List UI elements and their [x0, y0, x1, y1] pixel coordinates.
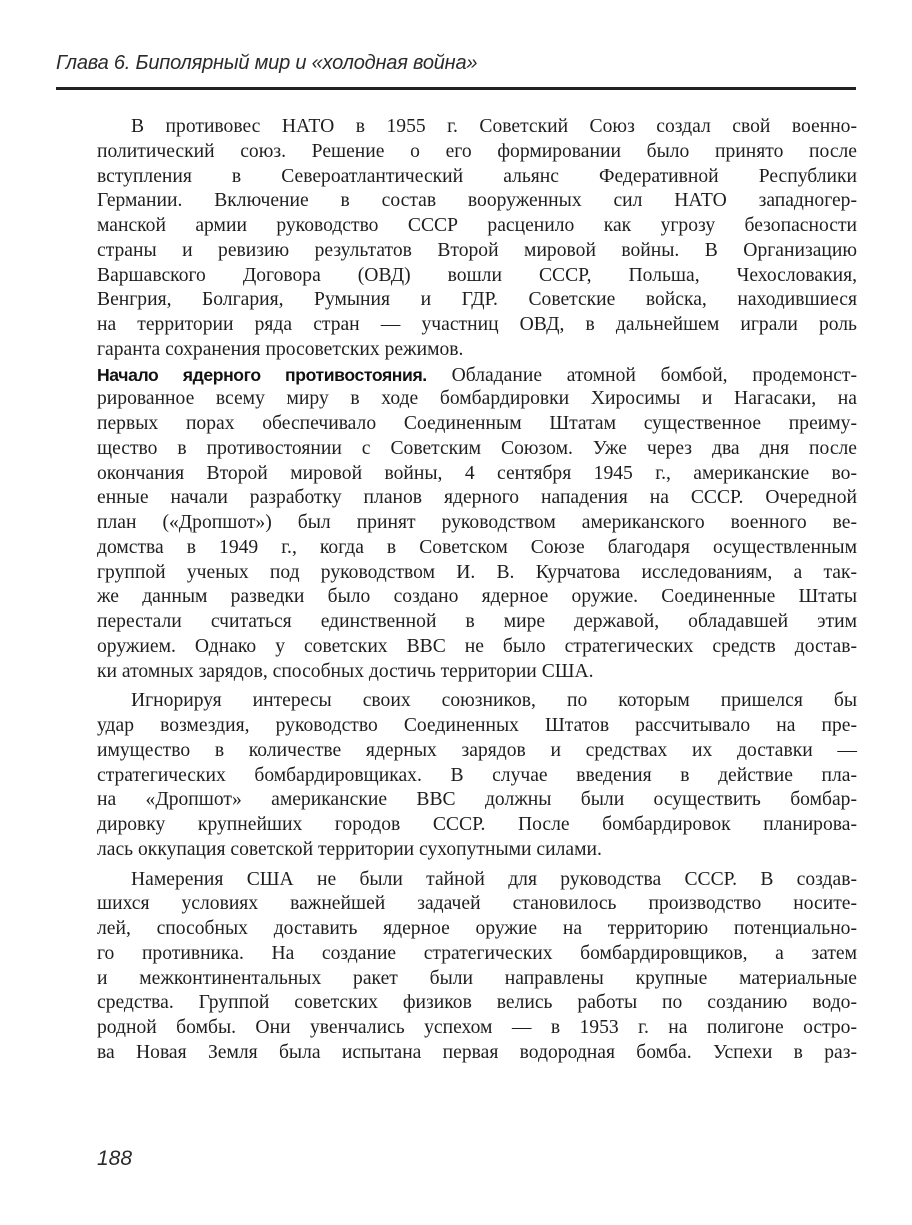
text-line: Игнорируя интересы своих союзников, по которым пришелся бы — [131, 690, 857, 712]
text-line: на территории ряда стран — участниц ОВД, в дальнейшем играли роль — [97, 314, 857, 335]
text-line: домства в 1949 г., когда в Советском Союзе благодаря осуществленным — [97, 536, 857, 558]
paragraph-dropshot-plan — [97, 689, 857, 862]
text-line: группой ученых под руководством И. В. Курчатова исследованиям, а так- — [97, 561, 857, 583]
text-line: лась оккупация советской территории сухопутными силами. — [97, 838, 602, 860]
text-line: дировку крупнейших городов СССР. После бомбардировок планирова- — [97, 814, 857, 835]
paragraph-nuclear-confrontation — [97, 363, 857, 685]
text-line: манской армии руководство СССР расценило как угрозу безопасности — [97, 215, 857, 236]
text-line: на «Дропшот» американские ВВС должны были осуществить бомбар- — [97, 789, 857, 811]
text-line: ки атомных зарядов, способных достичь территории США. — [97, 660, 594, 682]
text-line: политический союз. Решение о его формировании было принято после — [97, 140, 857, 162]
running-header-chapter-title: Глава 6. Биполярный мир и «холодная война» — [56, 52, 478, 74]
text-line: лей, способных доставить ядерное оружие на территорию потенциально- — [97, 918, 857, 939]
text-line: и межконтинентальных ракет были направлены крупные материальные — [97, 967, 857, 989]
text-line: перестали считаться единственной в мире державой, обладавшей этим — [97, 611, 857, 632]
text-line — [97, 363, 857, 388]
text-line: го противника. На создание стратегических бомбардировщиков, а затем — [97, 942, 857, 964]
text-line: рированное всему миру в ходе бомбардировки Хиросимы и Нагасаки, на — [97, 388, 857, 410]
text-line: стратегических бомбардировщиках. В случае введения в действие пла- — [97, 764, 857, 786]
text-line: страны и ревизию результатов Второй мировой войны. В Организацию — [97, 239, 857, 261]
text-line: вступления в Североатлантический альянс Федеративной Республики — [97, 165, 857, 187]
text-line: Германии. Включение в состав вооруженных сил НАТО западногер- — [97, 190, 857, 212]
text-line: удар возмездия, руководство Соединенных Штатов рассчитывало на пре- — [97, 715, 857, 736]
text-line: Венгрия, Болгария, Румыния и ГДР. Советские войска, находившиеся — [97, 289, 857, 311]
text-line: шихся условиях важнейшей задачей становилось производство носите- — [97, 893, 857, 915]
header-rule — [56, 87, 856, 90]
text-line: окончания Второй мировой войны, 4 сентября 1945 г., американские во- — [97, 462, 857, 484]
paragraph-warsaw-pact — [97, 115, 857, 363]
text-line: родной бомбы. Они увенчались успехом — в 1953 г. на полигоне остро- — [97, 1017, 857, 1038]
paragraph-soviet-response — [97, 868, 857, 1066]
text-line: план («Дропшот») был принят руководством американского военного ве- — [97, 512, 857, 533]
text-line: Варшавского Договора (ОВД) вошли СССР, Польша, Чехословакия, — [97, 264, 857, 286]
text-line: В противовес НАТО в 1955 г. Советский Союз создал свой военно- — [131, 116, 857, 137]
text-fragment: Обладание атомной бомбой, продемонст- — [426, 364, 857, 386]
text-line: же данным разведки было создано ядерное оружие. Соединенные Штаты — [97, 586, 857, 608]
page-body — [97, 115, 857, 1066]
text-line: ва Новая Земля была испытана первая водородная бомба. Успехи в раз- — [97, 1041, 857, 1063]
text-line: средства. Группой советских физиков велись работы по созданию водо- — [97, 992, 857, 1014]
section-run-in-heading: Начало ядерного противостояния. — [97, 364, 427, 385]
text-line: первых порах обеспечивало Соединенным Штатам существенное преиму- — [97, 413, 857, 434]
text-line: оружием. Однако у советских ВВС не было стратегических средств достав- — [97, 635, 857, 657]
text-line: Намерения США не были тайной для руководства СССР. В создав- — [131, 868, 857, 890]
page-number: 188 — [97, 1147, 133, 1170]
text-line: щество в противостоянии с Советским Союзом. Уже через два дня после — [97, 437, 857, 459]
text-line: имущество в количестве ядерных зарядов и средствах их доставки — — [97, 739, 857, 761]
text-line: гаранта сохранения просоветских режимов. — [97, 338, 464, 360]
text-line: енные начали разработку планов ядерного нападения на СССР. Очередной — [97, 487, 857, 509]
